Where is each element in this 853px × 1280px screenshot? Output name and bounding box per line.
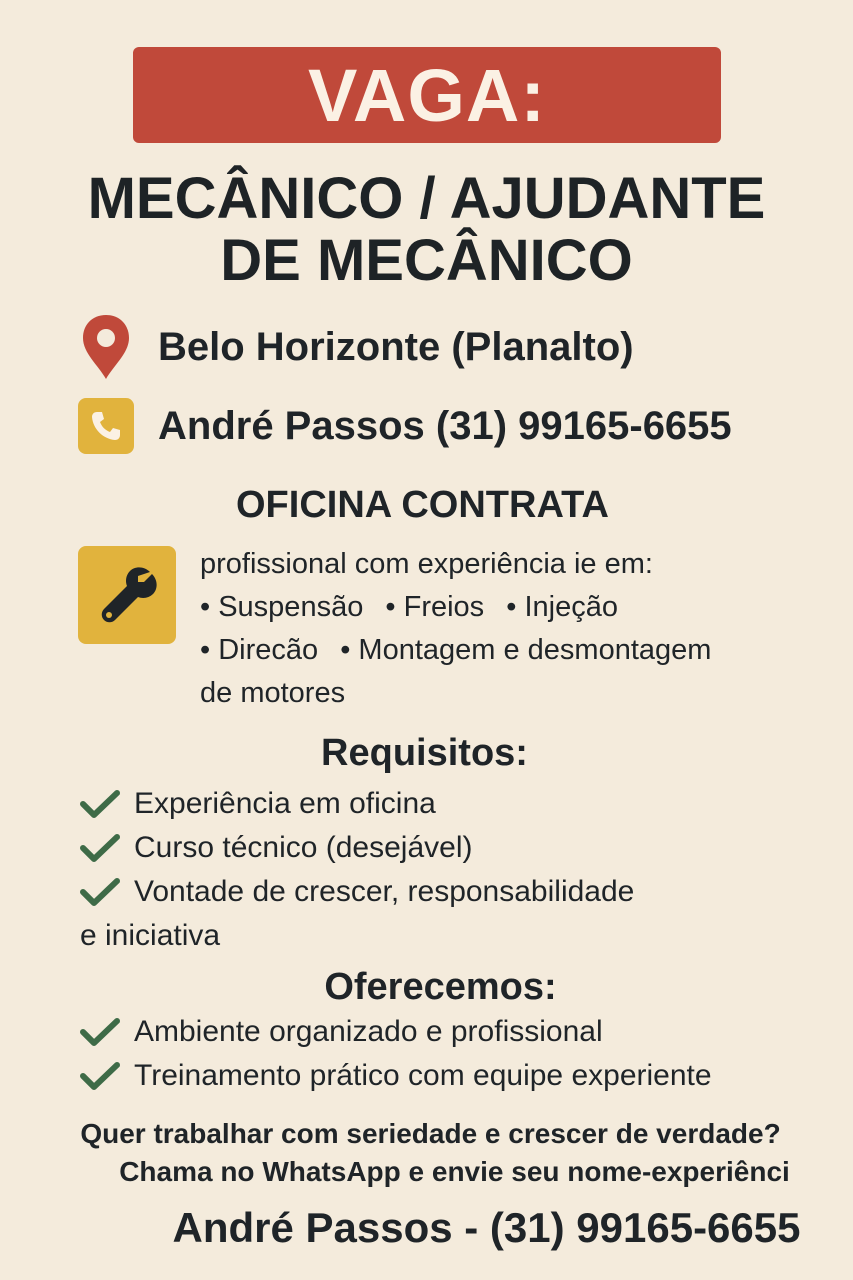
footer-contact: André Passos - (31) 99165-6655 (172, 1204, 801, 1251)
skill-montagem: • Montagem e desmontagem (340, 634, 712, 666)
oferecemos-title: Oferecemos: (324, 966, 557, 1008)
list-item (80, 1054, 712, 1098)
check-icon (80, 826, 124, 870)
list-item (80, 1010, 712, 1054)
check-icon (80, 782, 124, 826)
headline-line-1: MECÂNICO / AJUDANTE (87, 166, 766, 231)
check-icon (80, 1054, 124, 1098)
list-item (80, 782, 634, 826)
skills-row-3: de motores (200, 677, 346, 709)
requisito-label: Vontade de crescer, responsabilidade (134, 875, 635, 908)
cta-instruction: Chama no WhatsApp e envie seu nome-experiênci (119, 1156, 790, 1187)
skills-intro: profissional com experiência ie em: (200, 548, 653, 580)
requisitos-title: Requisitos: (321, 732, 528, 774)
contact-row (78, 398, 732, 454)
contact-text: André Passos (31) 99165-6655 (158, 403, 732, 448)
skill-injecao: • Injeção (506, 591, 618, 623)
oferta-label: Treinamento prático com equipe experiente (134, 1059, 712, 1092)
wrench-icon (78, 546, 176, 644)
list-item (80, 826, 634, 870)
title-banner (133, 47, 721, 143)
skills-row-1 (200, 586, 725, 629)
oferecemos-list (80, 1010, 712, 1098)
banner-title: VAGA: (308, 53, 546, 137)
requisitos-list (80, 782, 634, 958)
requisito-continuation: e iniciativa (80, 919, 221, 952)
skill-direcao: • Direcão (200, 634, 319, 666)
phone-icon (78, 398, 134, 454)
requisito-label: Curso técnico (desejável) (134, 831, 473, 864)
job-headline (0, 168, 853, 292)
skill-suspensao: • Suspensão (200, 591, 364, 623)
map-pin-icon (78, 312, 134, 382)
skills-row-2 (200, 629, 725, 672)
skills-block (200, 543, 725, 715)
check-icon (80, 870, 124, 914)
location-text: Belo Horizonte (Planalto) (158, 324, 634, 369)
cta-question: Quer trabalhar com seriedade e crescer de verdade? (80, 1118, 781, 1149)
skill-freios: • Freios (385, 591, 485, 623)
location-row (78, 312, 634, 382)
requisito-label: Experiência em oficina (134, 787, 436, 820)
headline-line-2: DE MECÂNICO (220, 228, 633, 293)
oficina-contrata-heading: OFICINA CONTRATA (236, 484, 609, 526)
check-icon (80, 1010, 124, 1054)
list-item (80, 870, 634, 914)
oferta-label: Ambiente organizado e profissional (134, 1015, 603, 1048)
